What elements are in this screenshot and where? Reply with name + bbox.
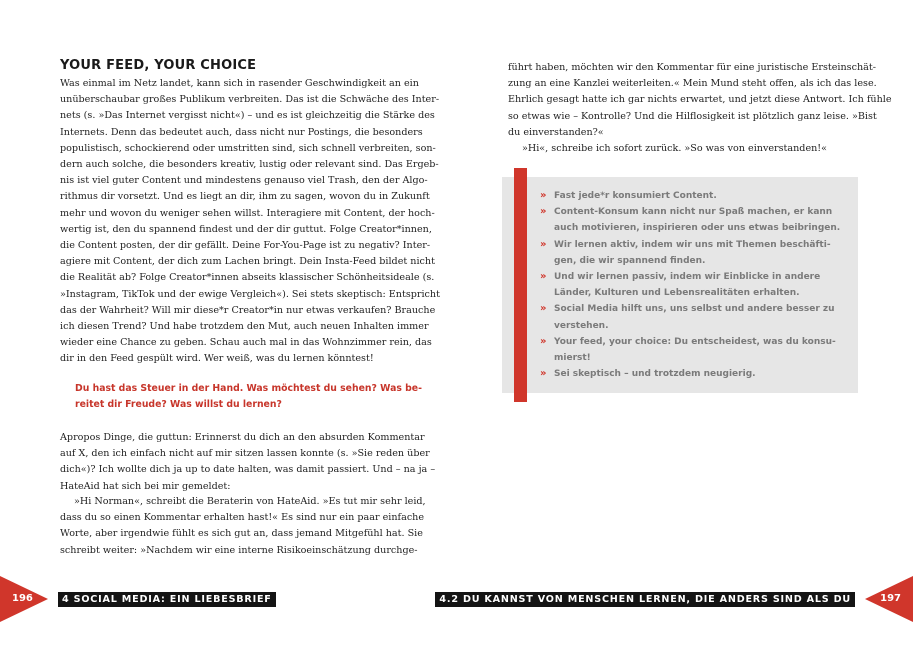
left-paragraph-2 bbox=[60, 430, 436, 495]
text-line: die Realität ab? Folge Creator*innen abseits klassischer Schönheitsideale (s. bbox=[60, 272, 435, 284]
chapter-footer-right: 4.2 DU KANNST VON MENSCHEN LERNEN, DIE ANDERS SIND ALS DU bbox=[435, 592, 855, 607]
left-paragraph-1 bbox=[60, 76, 440, 368]
page-number-left: 196 bbox=[12, 593, 33, 604]
text-line: unüberschaubar großes Publikum verbreiten. Das ist die Schwäche des Inter- bbox=[60, 94, 440, 106]
chevron-bullet-icon: » bbox=[540, 335, 547, 347]
summary-item bbox=[542, 188, 840, 204]
callout-line: reitet dir Freude? Was willst du lernen? bbox=[75, 399, 282, 411]
text-line: mehr und wovon du weniger sehen willst. Interagiere mit Content, der hoch- bbox=[60, 207, 435, 219]
text-line: agiere mit Content, der dich zum Lachen bringt. Dein Insta-Feed bildet nicht bbox=[60, 256, 435, 268]
chevron-bullet-icon: » bbox=[540, 238, 547, 250]
text-line: populistisch, schockierend oder umstritten sind, sich schnell verbreiten, son- bbox=[60, 142, 436, 154]
text-line: dir in den Feed gespült wird. Wer weiß, was du lernen könntest! bbox=[60, 353, 374, 365]
summary-line: auch motivieren, inspirieren oder uns etwas beibringen. bbox=[554, 223, 841, 234]
summary-item bbox=[542, 204, 840, 236]
text-line: dich«)? Ich wollte dich ja up to date halten, was damit passiert. Und – na ja – bbox=[60, 464, 436, 476]
text-line: so etwas wie – Kontrolle? Und die Hilflosigkeit ist plötzlich ganz leise. »Bist bbox=[508, 110, 877, 122]
summary-item bbox=[542, 301, 840, 333]
summary-list bbox=[542, 188, 840, 382]
summary-accent-bar bbox=[514, 168, 527, 402]
text-line: wertig ist, den du spannend findest und der dir guttut. Folge Creator*innen, bbox=[60, 223, 432, 235]
chevron-bullet-icon: » bbox=[540, 303, 547, 315]
text-line: Was einmal im Netz landet, kann sich in rasender Geschwindigkeit an ein bbox=[60, 78, 419, 89]
text-line: Internets. Denn das bedeutet auch, dass nicht nur Postings, die besonders bbox=[60, 126, 423, 138]
chevron-bullet-icon: » bbox=[540, 190, 547, 201]
summary-item bbox=[542, 269, 840, 301]
summary-line: Und wir lernen passiv, indem wir Einblicke in andere bbox=[554, 272, 821, 283]
text-line: auf X, den ich einfach nicht auf mir sitzen lassen konnte (s. »Sie reden über bbox=[60, 448, 430, 460]
callout-line: Du hast das Steuer in der Hand. Was möchtest du sehen? Was be- bbox=[75, 383, 422, 394]
summary-line: mierst! bbox=[554, 353, 591, 364]
summary-item bbox=[542, 237, 840, 269]
page-number-right: 197 bbox=[880, 593, 901, 604]
text-line: wieder eine Chance zu geben. Schau auch mal in das Wohnzimmer rein, das bbox=[60, 337, 432, 349]
summary-line: Fast jede*r konsumiert Content. bbox=[554, 191, 717, 201]
right-page bbox=[439, 0, 913, 648]
summary-line: Sei skeptisch – und trotzdem neugierig. bbox=[554, 369, 756, 380]
summary-line: Social Media hilft uns, uns selbst und andere besser zu bbox=[554, 304, 835, 315]
left-paragraph-3 bbox=[60, 494, 426, 559]
right-paragraph-1 bbox=[508, 60, 892, 141]
text-line: »Hi«, schreibe ich sofort zurück. »So was von einverstanden!« bbox=[522, 143, 828, 154]
chevron-bullet-icon: » bbox=[540, 271, 547, 283]
text-line: »Hi Norman«, schreibt die Beraterin von HateAid. »Es tut mir sehr leid, bbox=[74, 496, 426, 507]
summary-line: Your feed, your choice: Du entscheidest, was du konsu- bbox=[554, 336, 836, 347]
chapter-footer-left: 4 SOCIAL MEDIA: EIN LIEBESBRIEF bbox=[58, 592, 276, 607]
text-line: nets (s. »Das Internet vergisst nicht«) – und es ist gleichzeitig die Stärke des bbox=[60, 110, 435, 122]
text-line: rithmus dir vorsetzt. Und es liegt an dir, ihm zu sagen, wovon du in Zukunft bbox=[60, 191, 430, 203]
summary-item bbox=[542, 334, 840, 366]
text-line: »Instagram, TikTok und der ewige Vergleich«). Sei stets skeptisch: Entspricht bbox=[60, 288, 440, 300]
text-line: die Content posten, der dir gefällt. Deine For-You-Page ist zu negativ? Inter- bbox=[60, 240, 431, 252]
text-line: führt haben, möchten wir den Kommentar für eine juristische Ersteinschät- bbox=[508, 62, 876, 73]
summary-item bbox=[542, 366, 840, 382]
text-line: du einverstanden?« bbox=[508, 126, 604, 138]
text-line: Worte, aber irgendwie fühlt es sich gut an, dass jemand Mitgefühl hat. Sie bbox=[60, 528, 423, 540]
summary-line: verstehen. bbox=[554, 320, 609, 331]
text-line: ich diesen Trend? Und habe trotzdem den Mut, auch neuen Inhalten immer bbox=[60, 321, 429, 333]
text-line: dass du so einen Kommentar erhalten hast!« Es sind nur ein paar einfache bbox=[60, 512, 425, 524]
summary-line: Wir lernen aktiv, indem wir uns mit Themen beschäfti- bbox=[554, 239, 831, 250]
text-line: zung an eine Kanzlei weiterleiten.« Mein Mund steht offen, als ich das lese. bbox=[508, 78, 877, 90]
text-line: nis ist viel guter Content und mindestens genauso viel Trash, den der Algo- bbox=[60, 175, 428, 187]
right-paragraph-2 bbox=[508, 141, 858, 157]
text-line: HateAid hat sich bei mir gemeldet: bbox=[60, 480, 231, 492]
chevron-bullet-icon: » bbox=[540, 368, 547, 380]
left-page bbox=[0, 0, 456, 648]
text-line: schreibt weiter: »Nachdem wir eine interne Risikoeinschätzung durchge- bbox=[60, 544, 418, 556]
callout-quote bbox=[75, 381, 422, 413]
summary-line: gen, die wir spannend finden. bbox=[554, 255, 706, 266]
section-title: YOUR FEED, YOUR CHOICE bbox=[60, 58, 257, 73]
summary-line: Content-Konsum kann nicht nur Spaß machen, er kann bbox=[554, 207, 833, 218]
chevron-bullet-icon: » bbox=[540, 206, 547, 218]
text-line: das der Wahrheit? Will mir diese*r Creator*in nur etwas verkaufen? Brauche bbox=[60, 304, 436, 316]
summary-line: Länder, Kulturen und Lebensrealitäten erhalten. bbox=[554, 288, 800, 299]
text-line: dern auch solche, die besonders kreativ, lustig oder relevant sind. Das Ergeb- bbox=[60, 159, 439, 171]
text-line: Apropos Dinge, die guttun: Erinnerst du dich an den absurden Kommentar bbox=[60, 432, 425, 443]
text-line: Ehrlich gesagt hatte ich gar nichts erwartet, und jetzt diese Antwort. Ich fühle bbox=[508, 94, 892, 106]
